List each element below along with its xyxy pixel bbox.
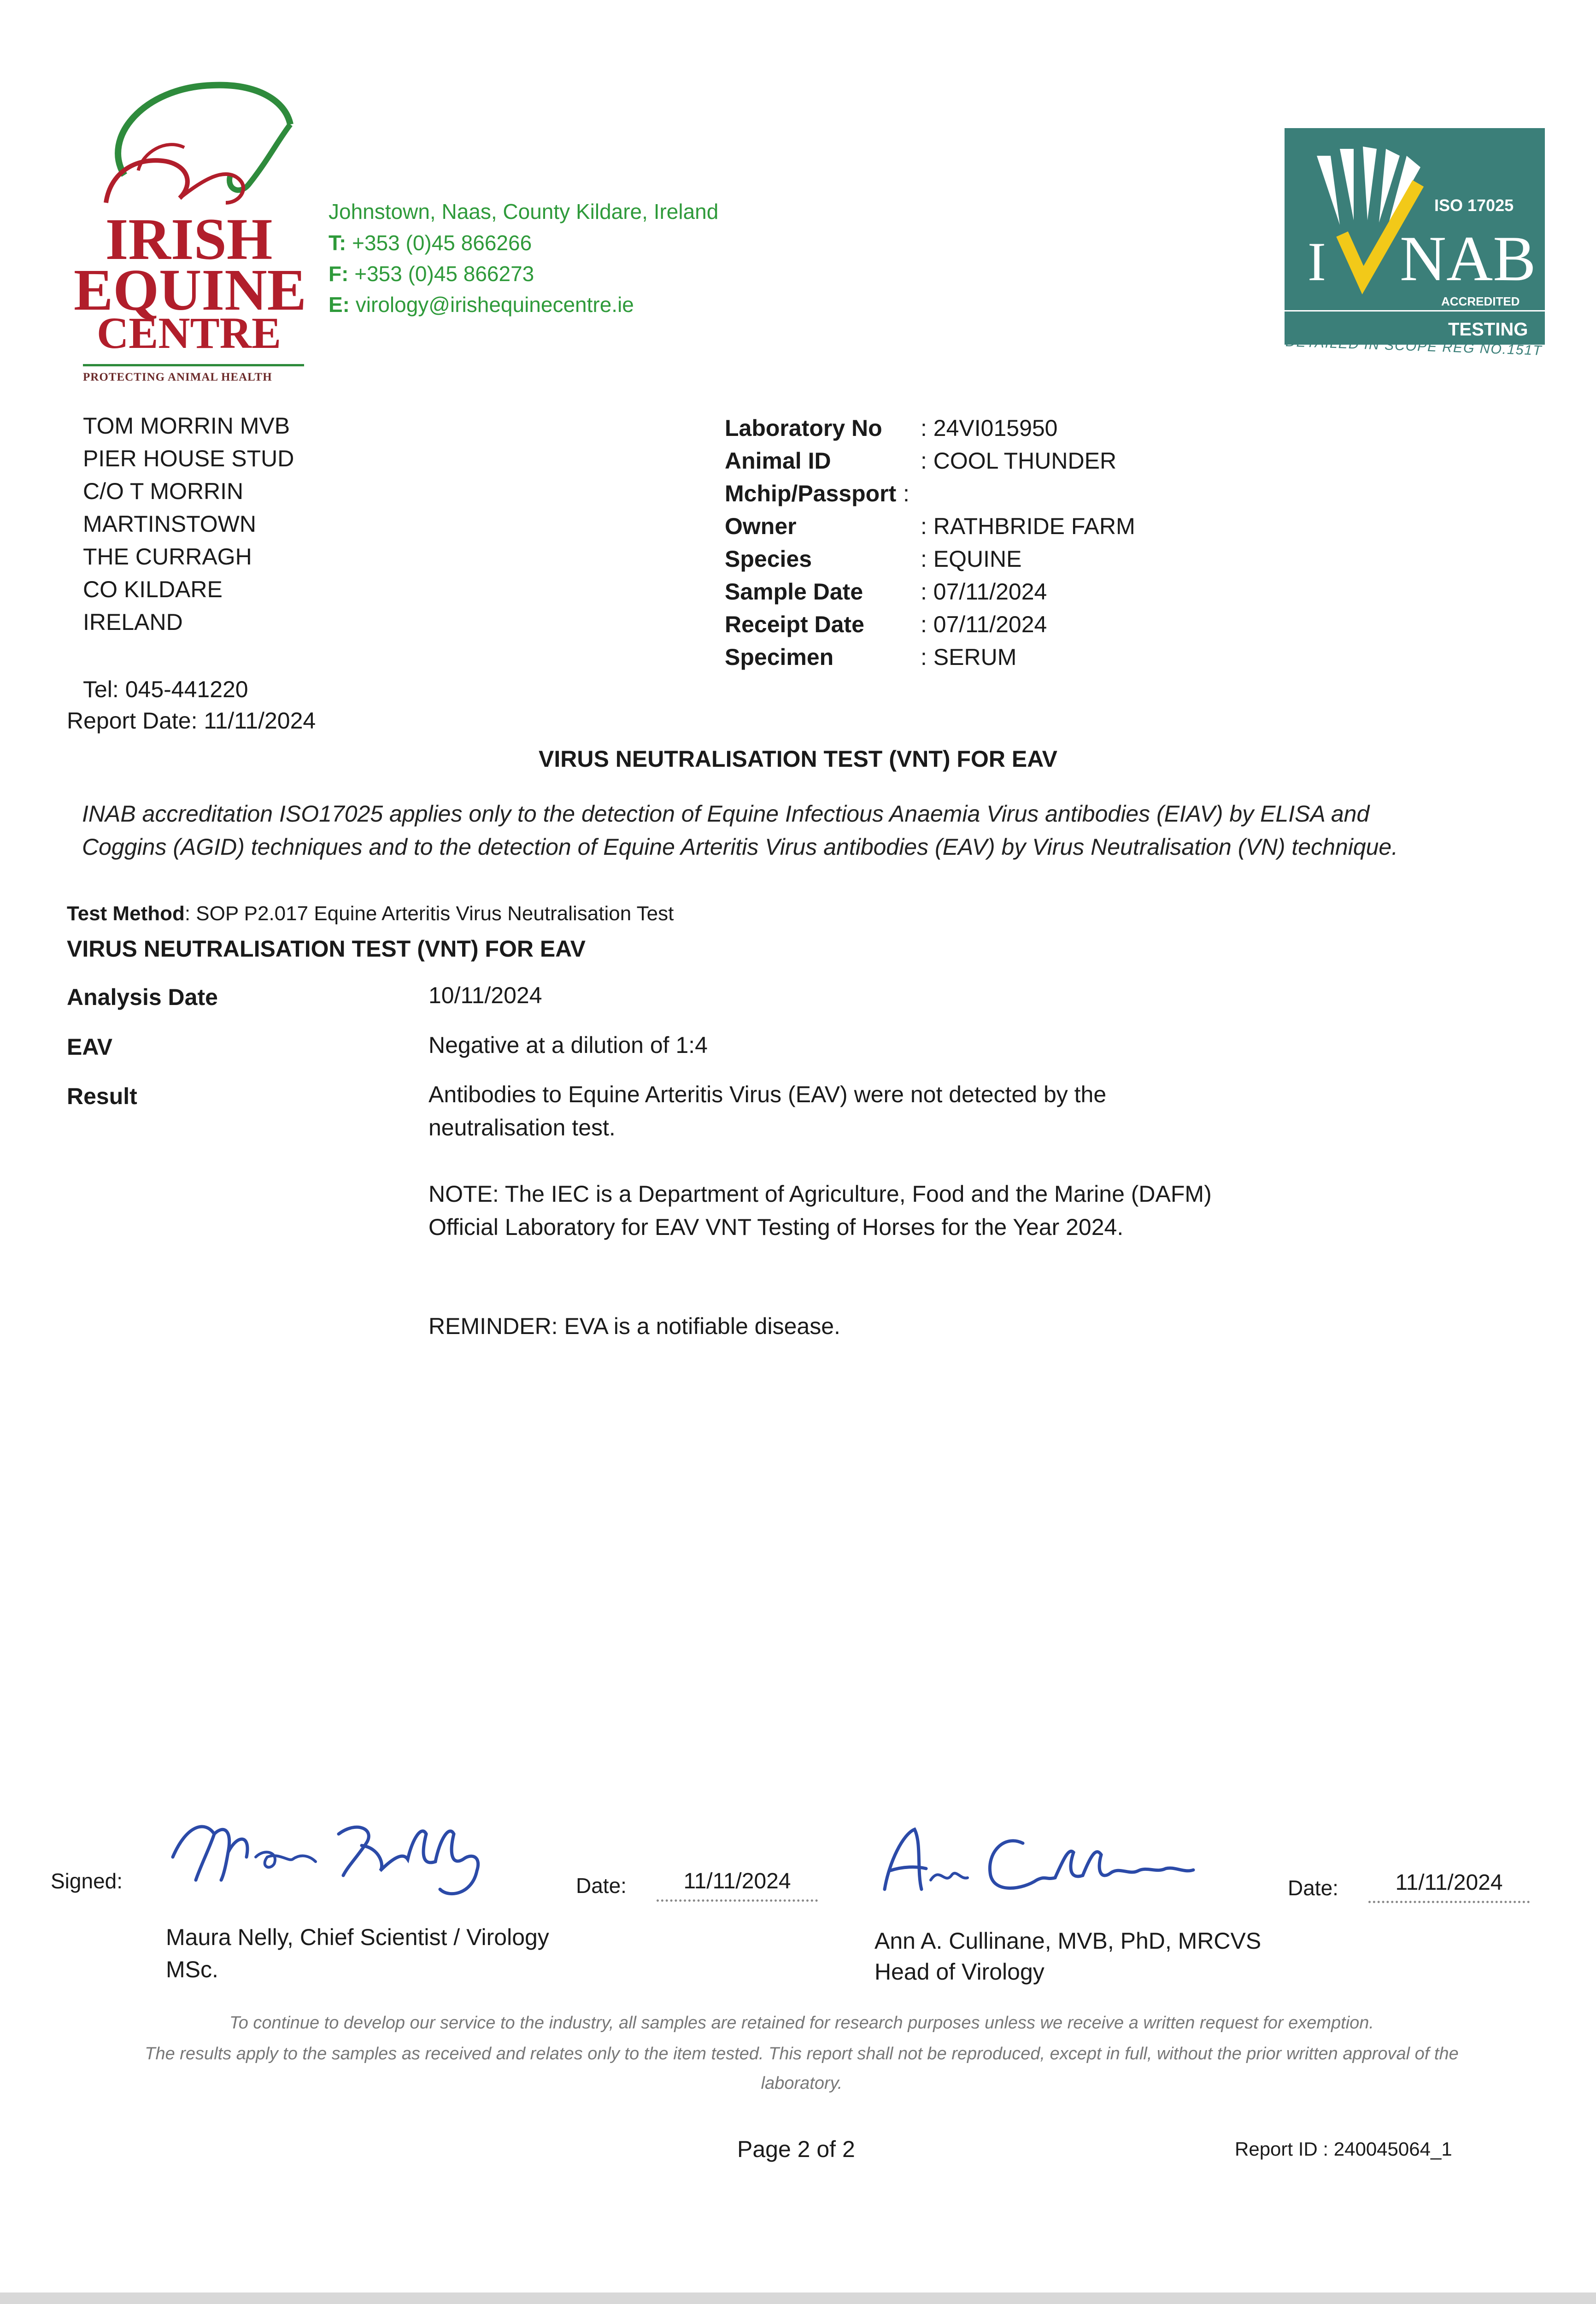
centre-phone	[329, 230, 532, 255]
recipient-line: C/O T MORRIN	[83, 478, 244, 504]
lab-info-label: Species	[725, 546, 812, 572]
irish-equine-centre-logo	[74, 69, 313, 387]
result-paragraph: Antibodies to Equine Arteritis Virus (EAV) were not detected by the neutralisation test.	[428, 1081, 1107, 1140]
lab-info-label: Animal ID	[725, 448, 831, 474]
fax-label: F:	[329, 262, 349, 286]
eav-label: EAV	[67, 1034, 113, 1060]
left-date-label: Date:	[576, 1874, 627, 1898]
left-signatory-degree: MSc.	[166, 1957, 218, 1982]
recipient-line: TOM MORRIN MVB	[83, 413, 290, 439]
fax-number: +353 (0)45 866273	[354, 262, 534, 286]
section-title: VIRUS NEUTRALISATION TEST (VNT) FOR EAV	[67, 936, 586, 962]
lab-info-label: Receipt Date	[725, 611, 864, 637]
recipient-line: IRELAND	[83, 609, 183, 635]
email-address: virology@irishequinecentre.ie	[355, 293, 634, 317]
centre-address: Johnstown, Naas, County Kildare, Ireland	[329, 200, 719, 223]
lab-info-value: : RATHBRIDE FARM	[921, 513, 1135, 539]
lab-info-label: Laboratory No	[725, 415, 882, 441]
lab-info-value: : 24VI015950	[921, 415, 1058, 441]
eav-value: Negative at a dilution of 1:4	[428, 1032, 708, 1058]
test-method-value: : SOP P2.017 Equine Arteritis Virus Neutralisation Test	[184, 902, 674, 925]
inab-accreditation-badge	[1285, 128, 1545, 345]
right-signatory-title: Head of Virology	[874, 1959, 1044, 1985]
left-date: 11/11/2024	[657, 1869, 818, 1902]
right-date-label: Date:	[1288, 1876, 1338, 1900]
logo-word-irish: IRISH	[105, 206, 273, 272]
footer-retention-note: To continue to develop our service to the industry, all samples are retained for research purposes unless we receive a written request for exemption.	[229, 2013, 1374, 2033]
lab-info-value: :	[903, 481, 909, 506]
lab-info-label: Mchip/Passport	[725, 481, 897, 506]
lab-info-label: Specimen	[725, 644, 834, 670]
logo-word-equine: EQUINE	[74, 257, 306, 323]
inab-iso: ISO 17025	[1434, 196, 1514, 215]
centre-fax	[329, 261, 534, 286]
recipient-line: PIER HOUSE STUD	[83, 446, 294, 471]
lab-info-label: Owner	[725, 513, 797, 539]
lab-info-value: : 07/11/2024	[921, 611, 1047, 637]
left-signatory-name: Maura Nelly, Chief Scientist / Virology	[166, 1924, 549, 1950]
result-label: Result	[67, 1083, 137, 1109]
lab-info-value: : EQUINE	[921, 546, 1022, 572]
email-label: E:	[329, 293, 350, 317]
inab-testing: TESTING	[1448, 319, 1528, 340]
right-signatory-name: Ann A. Cullinane, MVB, PhD, MRCVS	[874, 1928, 1262, 1954]
reminder-paragraph: REMINDER: EVA is a notifiable disease.	[428, 1313, 840, 1339]
main-title: VIRUS NEUTRALISATION TEST (VNT) FOR EAV	[539, 746, 1057, 772]
centre-email	[329, 292, 634, 317]
note-paragraph: NOTE: The IEC is a Department of Agriculture, Food and the Marine (DAFM) Official Laboratory for EAV VNT Testing of Horses for the Year 2024.	[428, 1181, 1212, 1240]
footer-results-note: The results apply to the samples as received and relates only to the item tested. This report shall not be reproduced, except in full, without the prior written approval of the laboratory.	[145, 2044, 1459, 2093]
analysis-date-value: 10/11/2024	[428, 982, 542, 1008]
inab-scope-text: DETAILED IN SCOPE REG NO.151T	[1285, 334, 1543, 359]
right-date: 11/11/2024	[1368, 1870, 1530, 1903]
signed-label: Signed:	[51, 1869, 123, 1893]
page-number: Page 2 of 2	[737, 2136, 855, 2162]
lab-info-label: Sample Date	[725, 579, 863, 605]
inab-name: NAB	[1400, 223, 1536, 294]
report-id: Report ID : 240045064_1	[1235, 2138, 1452, 2160]
inab-letter-i: I	[1308, 231, 1326, 292]
phone-label: T:	[329, 231, 346, 255]
lab-info-value: : COOL THUNDER	[921, 448, 1117, 474]
lab-info-value: : SERUM	[921, 644, 1017, 670]
recipient-line: CO KILDARE	[83, 576, 223, 602]
phone-number: +353 (0)45 866266	[352, 231, 532, 255]
lab-info-value: : 07/11/2024	[921, 579, 1047, 605]
recipient-tel: Tel: 045-441220	[83, 676, 248, 702]
recipient-line: THE CURRAGH	[83, 544, 252, 570]
accreditation-note: INAB accreditation ISO17025 applies only to the detection of Equine Infectious Anaemia Virus antibodies (EIAV) by ELISA and Coggins (AGID) techniques and to the detection of Equine Arteritis Virus antibodies (EAV) by Virus Neutralisation (VN) technique.	[82, 801, 1398, 860]
test-method	[67, 902, 674, 925]
page-bottom-border	[0, 2292, 1596, 2304]
horse-head-icon	[74, 69, 313, 212]
signature-ann-cullinane	[871, 1816, 1239, 1908]
report-date: Report Date: 11/11/2024	[67, 708, 316, 734]
logo-tagline: PROTECTING ANIMAL HEALTH	[83, 364, 304, 384]
analysis-date-label: Analysis Date	[67, 984, 218, 1010]
inab-accredited: ACCREDITED	[1441, 294, 1520, 308]
test-method-label: Test Method	[67, 902, 185, 925]
recipient-line: MARTINSTOWN	[83, 511, 256, 537]
signature-maura-nelly	[164, 1806, 532, 1908]
logo-word-centre: CENTRE	[96, 308, 282, 358]
